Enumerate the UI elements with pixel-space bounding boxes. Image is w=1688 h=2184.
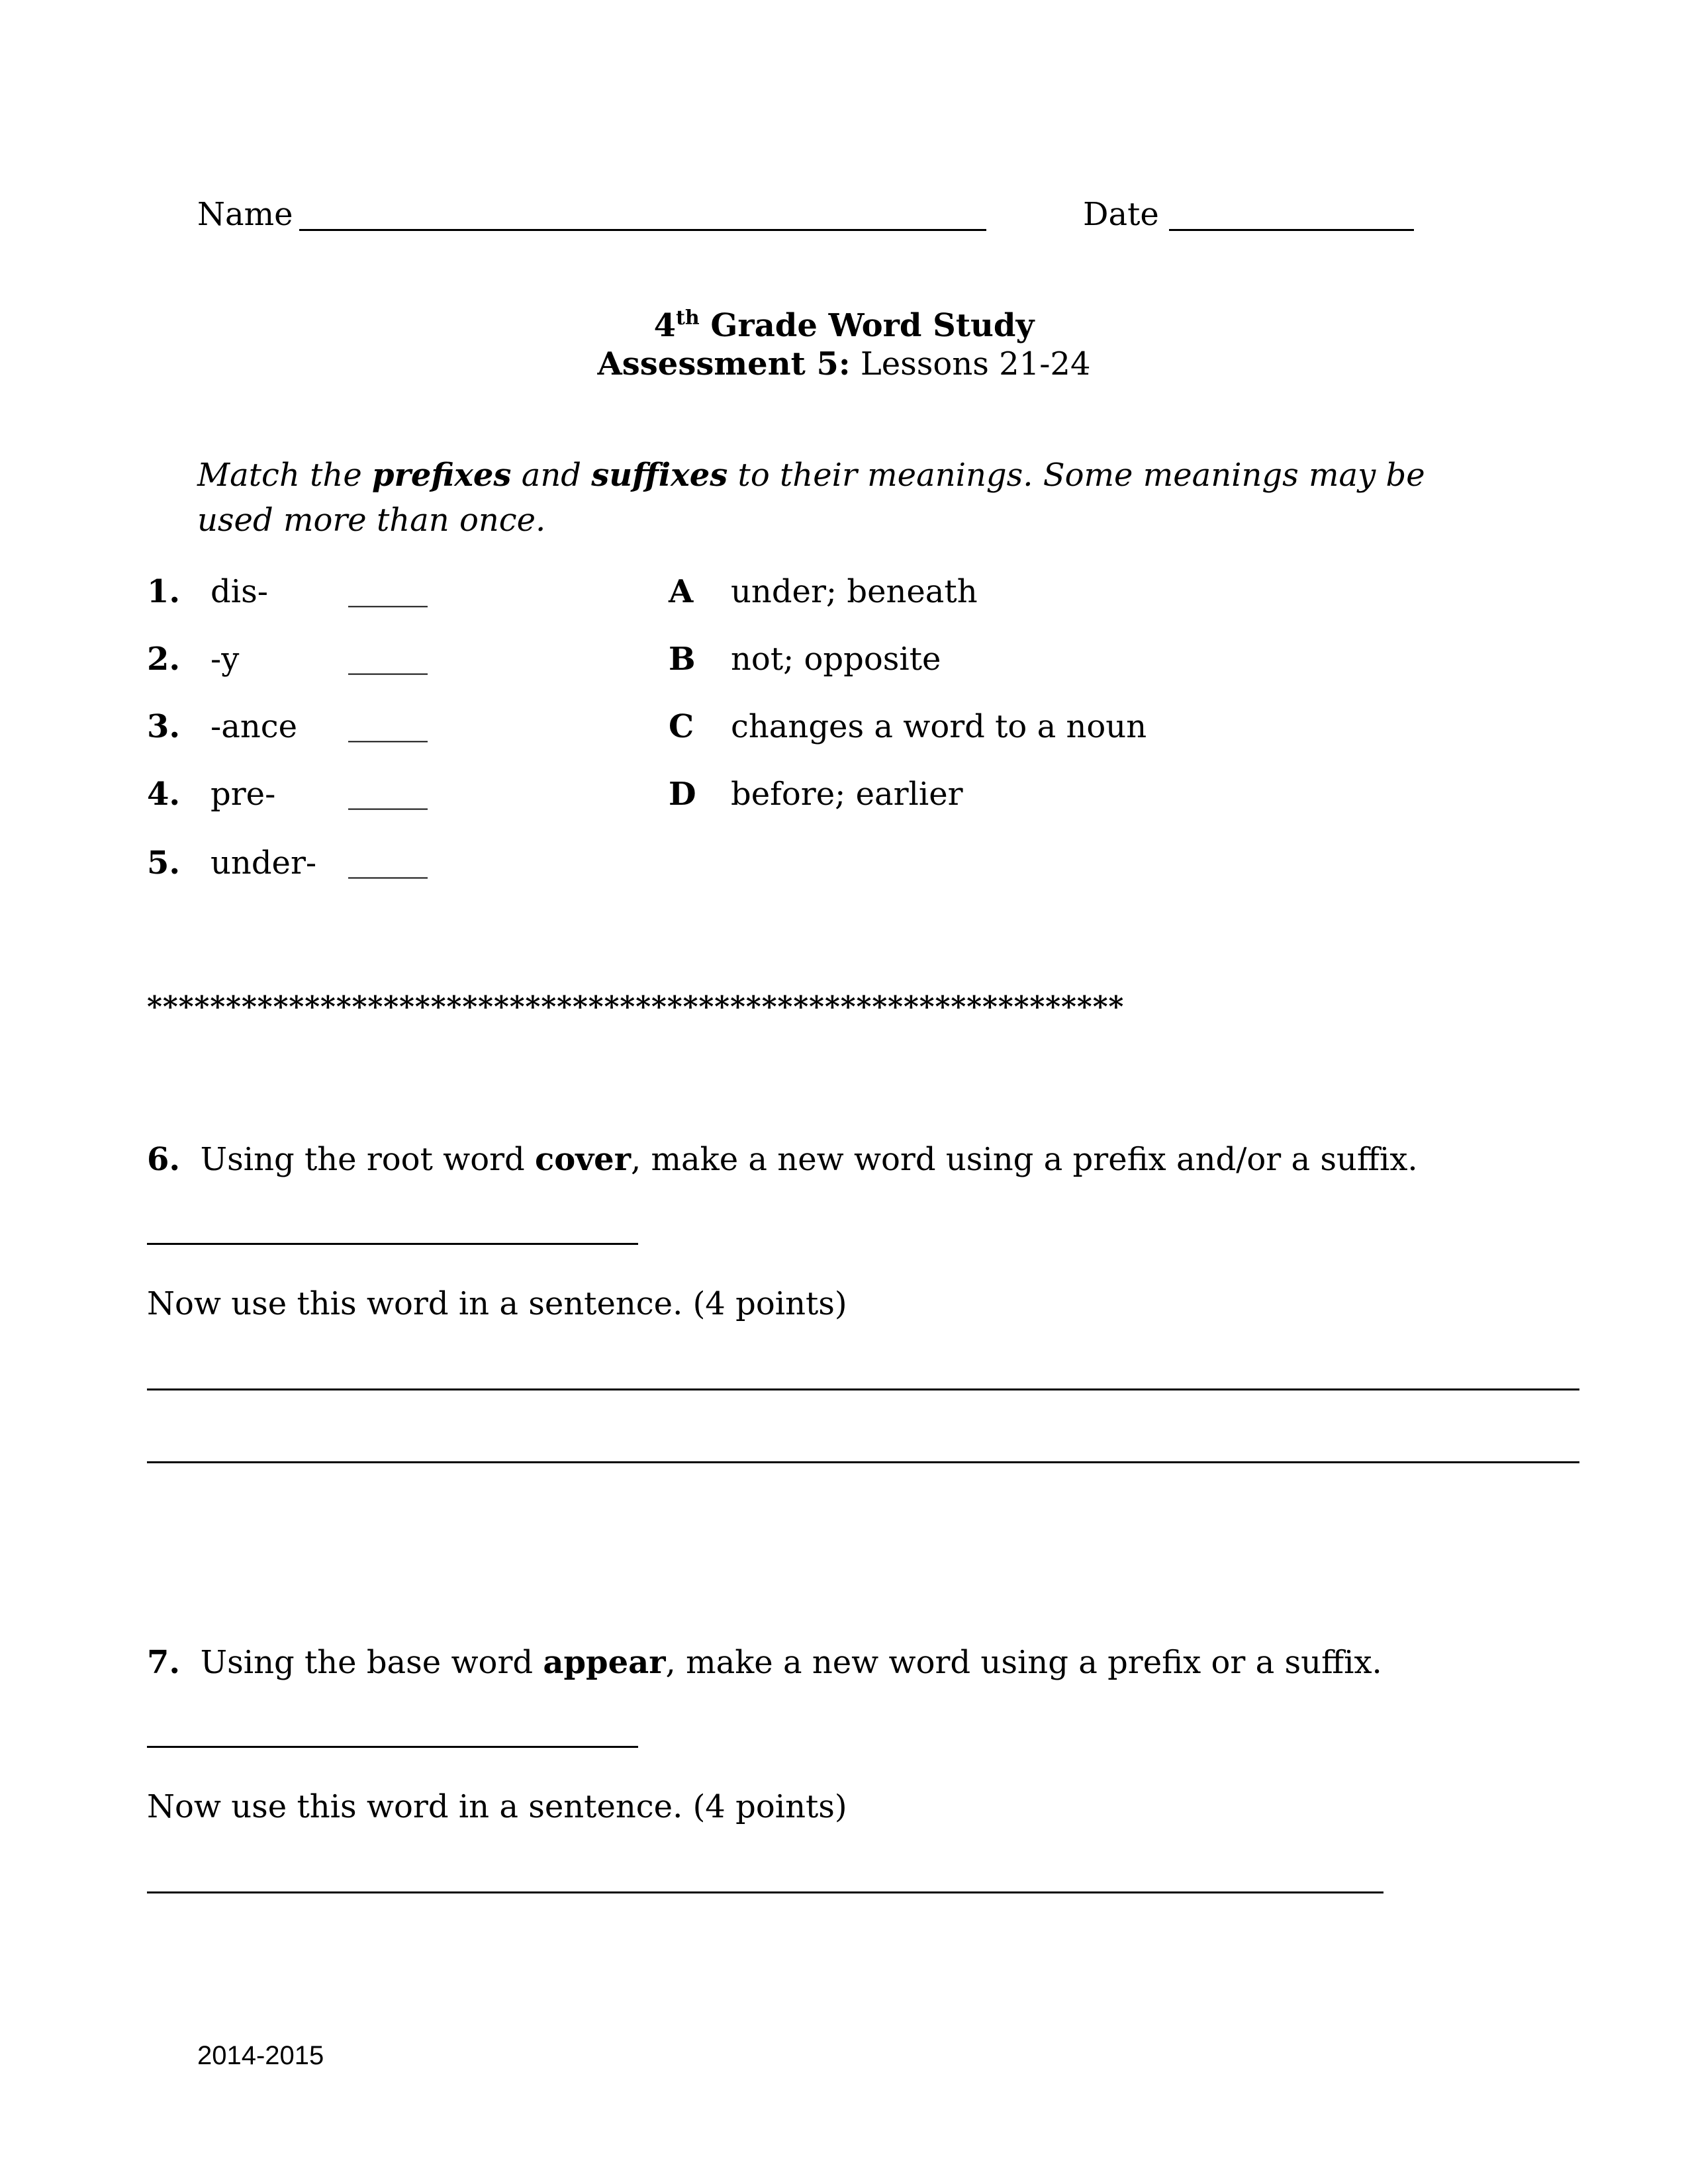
item-affix: under-: [211, 844, 317, 882]
question-text: , make a new word using a prefix or a suffix.: [665, 1644, 1382, 1681]
grade-title: Grade Word Study: [699, 307, 1035, 344]
sentence-line[interactable]: [147, 1461, 1579, 1463]
item-affix: pre-: [211, 776, 276, 813]
question-text: Using the base word: [200, 1644, 543, 1681]
answer-blank-1[interactable]: _____: [348, 570, 428, 608]
page-title: [0, 306, 1688, 344]
question-text: Using the root word: [200, 1141, 536, 1178]
meaning-text: changes a word to a noun: [731, 708, 1147, 745]
sentence-prompt: Now use this word in a sentence. (4 points): [147, 1285, 847, 1322]
keyword-prefixes: prefixes: [371, 457, 512, 494]
footer-year: 2014-2015: [197, 2041, 324, 2070]
sentence-line[interactable]: [147, 1388, 1579, 1390]
name-field[interactable]: [299, 229, 986, 231]
item-number: 1.: [147, 573, 181, 610]
meaning-letter: D: [669, 776, 696, 813]
meaning-letter: B: [669, 641, 696, 678]
answer-blank-5[interactable]: _____: [348, 842, 428, 879]
base-word: appear: [543, 1644, 666, 1681]
instructions-text: and: [511, 457, 592, 494]
item-number: 5.: [147, 844, 181, 882]
date-label: Date: [1083, 196, 1159, 233]
new-word-field[interactable]: [147, 1243, 638, 1245]
item-number: 2.: [147, 641, 181, 678]
item-number: 4.: [147, 776, 181, 813]
lessons-range: Lessons 21-24: [850, 345, 1091, 383]
name-label: Name: [197, 196, 293, 233]
answer-blank-2[interactable]: _____: [348, 638, 428, 675]
item-affix: dis-: [211, 573, 268, 610]
new-word-field[interactable]: [147, 1746, 638, 1748]
answer-blank-3[interactable]: _____: [348, 705, 428, 743]
meaning-text: before; earlier: [731, 776, 963, 813]
grade-ordinal: th: [676, 306, 700, 330]
meaning-text: not; opposite: [731, 641, 941, 678]
instructions-text: Match the: [197, 457, 372, 494]
instructions-text: to their meanings. Some meanings may be: [727, 457, 1425, 494]
sentence-prompt: Now use this word in a sentence. (4 points): [147, 1788, 847, 1825]
question-number: 6.: [147, 1141, 181, 1178]
question-6-prompt: [147, 1141, 1418, 1178]
item-affix: -y: [211, 641, 240, 678]
answer-blank-4[interactable]: _____: [348, 773, 428, 810]
meaning-text: under; beneath: [731, 573, 978, 610]
instructions-line-2: used more than once.: [197, 502, 546, 539]
question-text: , make a new word using a prefix and/or a suffix.: [631, 1141, 1418, 1178]
instructions-line-1: [197, 457, 1425, 494]
assessment-label: Assessment 5:: [597, 345, 851, 383]
sentence-line[interactable]: [147, 1891, 1383, 1893]
question-number: 7.: [147, 1644, 181, 1681]
item-affix: -ance: [211, 708, 298, 745]
meaning-letter: C: [669, 708, 694, 745]
item-number: 3.: [147, 708, 181, 745]
question-7-prompt: [147, 1644, 1382, 1681]
date-field[interactable]: [1169, 229, 1414, 231]
meaning-letter: A: [669, 573, 694, 610]
star-divider: **************************************************************: [147, 990, 1125, 1024]
grade-number: 4: [653, 307, 677, 344]
page-subtitle: [0, 345, 1688, 383]
keyword-suffixes: suffixes: [591, 457, 728, 494]
root-word: cover: [535, 1141, 631, 1178]
